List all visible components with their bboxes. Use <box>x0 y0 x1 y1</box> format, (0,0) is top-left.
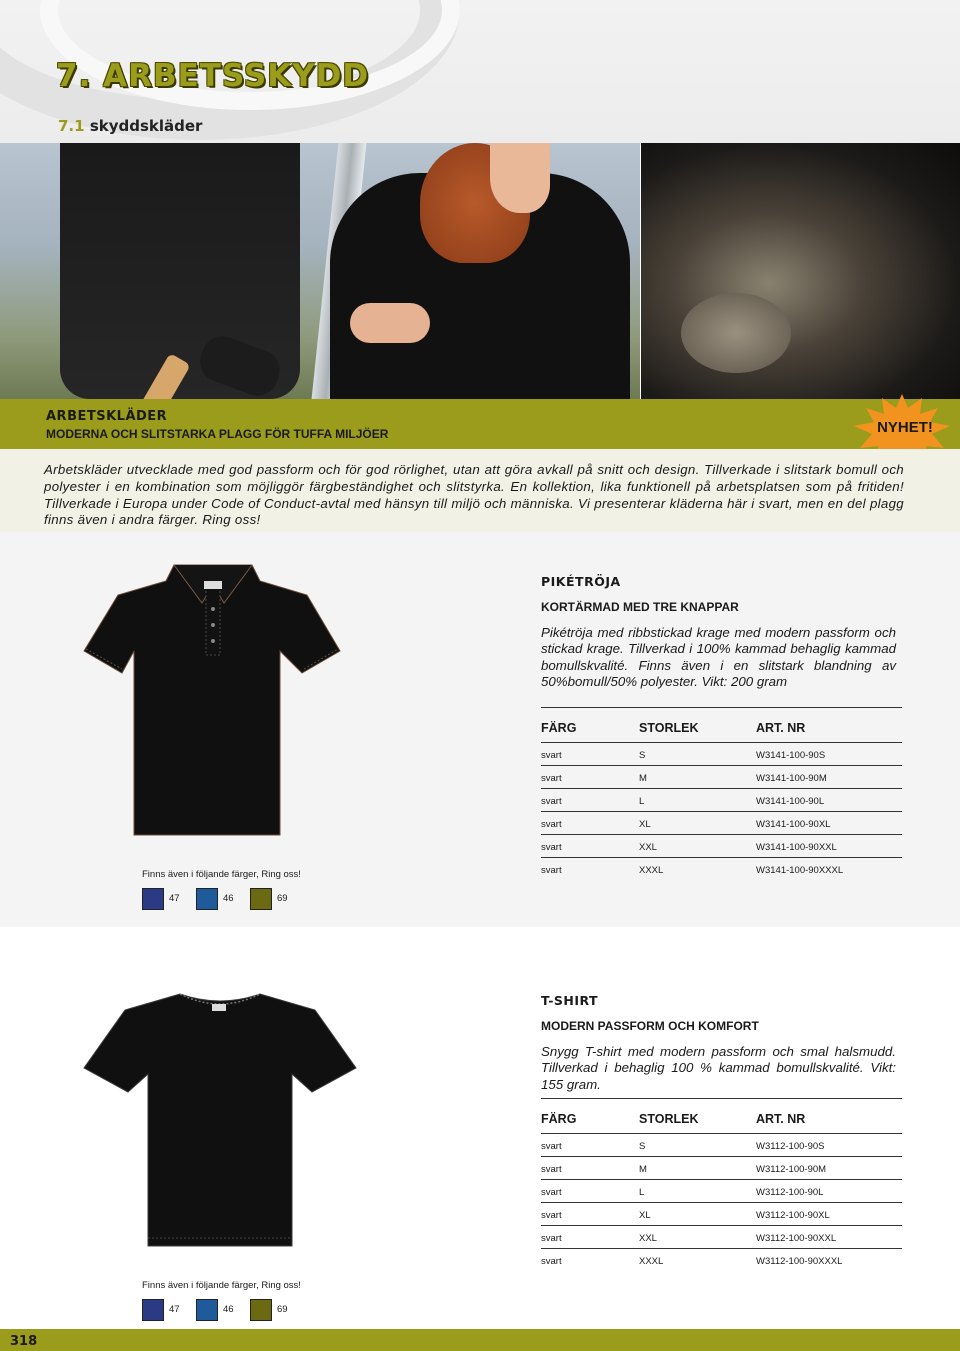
table-row <box>541 1180 902 1203</box>
color-swatch <box>250 888 272 910</box>
cell-article: W3141-100-90M <box>756 773 827 784</box>
category-banner <box>0 399 960 449</box>
page-title: 7. ARBETSSKYDD <box>56 58 370 94</box>
cell-article: W3112-100-90S <box>756 1141 825 1152</box>
cell-size: XL <box>639 1210 651 1221</box>
header-article: ART. NR <box>756 1112 806 1126</box>
availability-note: Finns även i följande färger, Ring oss! <box>142 1280 301 1291</box>
table-row <box>541 789 902 812</box>
workwear-photo <box>0 143 640 399</box>
cell-color: svart <box>541 1187 562 1198</box>
tshirt-image <box>80 990 360 1250</box>
swatch-label: 46 <box>223 893 234 904</box>
cell-size: S <box>639 1141 646 1152</box>
table-row <box>541 1249 902 1272</box>
cell-color: svart <box>541 1210 562 1221</box>
cell-color: svart <box>541 1164 562 1175</box>
category-subtitle: MODERNA OCH SLITSTARKA PLAGG FÖR TUFFA MILJÖER <box>46 427 389 441</box>
polo-shirt-image <box>82 563 344 838</box>
cell-article: W3112-100-90L <box>756 1187 824 1198</box>
cell-article: W3112-100-90XXXL <box>756 1256 843 1267</box>
color-swatch <box>142 888 164 910</box>
color-swatches <box>142 888 312 910</box>
photo-face <box>490 143 550 213</box>
header-color: FÄRG <box>541 721 577 735</box>
cell-size: XXL <box>639 842 657 853</box>
section-subtitle <box>58 117 202 135</box>
cell-color: svart <box>541 1233 562 1244</box>
cell-article: W3141-100-90XXXL <box>756 865 844 876</box>
closeup-photo <box>641 143 960 399</box>
product-spec-table <box>541 1098 902 1272</box>
cell-size: M <box>639 773 647 784</box>
cell-size: S <box>639 750 646 761</box>
availability-note: Finns även i följande färger, Ring oss! <box>142 869 301 880</box>
header-size: STORLEK <box>639 721 699 735</box>
table-row <box>541 1203 902 1226</box>
table-row <box>541 1157 902 1180</box>
cell-size: L <box>639 1187 645 1198</box>
cell-size: L <box>639 796 645 807</box>
page-number: 318 <box>10 1334 38 1349</box>
table-row <box>541 743 902 766</box>
cell-size: XXL <box>639 1233 657 1244</box>
cell-color: svart <box>541 1256 562 1267</box>
header-color: FÄRG <box>541 1112 577 1126</box>
cell-color: svart <box>541 842 562 853</box>
cell-color: svart <box>541 819 562 830</box>
cell-article: W3141-100-90XL <box>756 819 831 830</box>
cell-color: svart <box>541 773 562 784</box>
product-subtitle: MODERN PASSFORM OCH KOMFORT <box>541 1019 759 1033</box>
table-row <box>541 835 902 858</box>
cell-color: svart <box>541 796 562 807</box>
product-spec-table <box>541 707 902 881</box>
cell-article: W3141-100-90XXL <box>756 842 837 853</box>
product-title: PIKÉTRÖJA <box>541 574 621 589</box>
cell-article: W3141-100-90S <box>756 750 826 761</box>
header-size: STORLEK <box>639 1112 699 1126</box>
product-subtitle: KORTÄRMAD MED TRE KNAPPAR <box>541 600 739 614</box>
spec-table-header <box>541 1098 902 1134</box>
table-row <box>541 858 902 881</box>
header-article: ART. NR <box>756 721 806 735</box>
swatch-label: 46 <box>223 1304 234 1315</box>
new-badge: NYHET! <box>877 419 933 436</box>
swatch-label: 47 <box>169 893 180 904</box>
product-title: T-SHIRT <box>541 993 599 1008</box>
color-swatches <box>142 1299 312 1321</box>
color-swatch <box>142 1299 164 1321</box>
section-number: 7.1 <box>58 117 85 135</box>
cell-color: svart <box>541 865 562 876</box>
product-description: Pikétröja med ribbstickad krage med modern passform och stickad krage. Tillverkad i 100% kammad behaglig kammad bomullskvalité. Finns även i en slitstark blandning av 50%bomull/50% polyester. Vikt: 200 gram <box>541 625 896 689</box>
color-swatch <box>196 888 218 910</box>
swatch-label: 47 <box>169 1304 180 1315</box>
category-title: ARBETSKLÄDER <box>46 409 168 424</box>
cell-article: W3141-100-90L <box>756 796 825 807</box>
cell-color: svart <box>541 750 562 761</box>
color-swatch <box>250 1299 272 1321</box>
photo-hammer-closeup <box>681 293 791 373</box>
cell-color: svart <box>541 1141 562 1152</box>
table-row <box>541 1226 902 1249</box>
cell-size: M <box>639 1164 647 1175</box>
table-row <box>541 812 902 835</box>
table-row <box>541 1134 902 1157</box>
cell-article: W3112-100-90XL <box>756 1210 830 1221</box>
product-description: Snygg T-shirt med modern passform och smal halsmudd. Tillverkad i behaglig 100 % kammad bomullskvalité. Vikt: 155 gram. <box>541 1044 896 1092</box>
cell-size: XXXL <box>639 1256 664 1267</box>
spec-table-header <box>541 707 902 743</box>
table-row <box>541 766 902 789</box>
cell-article: W3112-100-90M <box>756 1164 827 1175</box>
photo-hand <box>350 303 430 343</box>
swatch-label: 69 <box>277 893 288 904</box>
cell-article: W3112-100-90XXL <box>756 1233 837 1244</box>
section-name: skyddskläder <box>89 117 203 135</box>
page-footer <box>0 1329 960 1351</box>
intro-text: Arbetskläder utvecklade med god passform och för god rörlighet, utan att göra avkall på snitt och design. Tillverkade i slitstark bomull och polyester i en kombination som möjliggör färgbeständighet och slitstyrka. En kollektion, lika funktionell på arbetsplatsen som på fritiden! Tillverkade i Europa under Code of Conduct-avtal med hänsyn till miljö och människa. Vi presenterar kläderna här i svart, men en del plagg finns även i andra färger. Ring oss! <box>44 462 904 528</box>
cell-size: XL <box>639 819 651 830</box>
color-swatch <box>196 1299 218 1321</box>
swatch-label: 69 <box>277 1304 288 1315</box>
cell-size: XXXL <box>639 865 664 876</box>
